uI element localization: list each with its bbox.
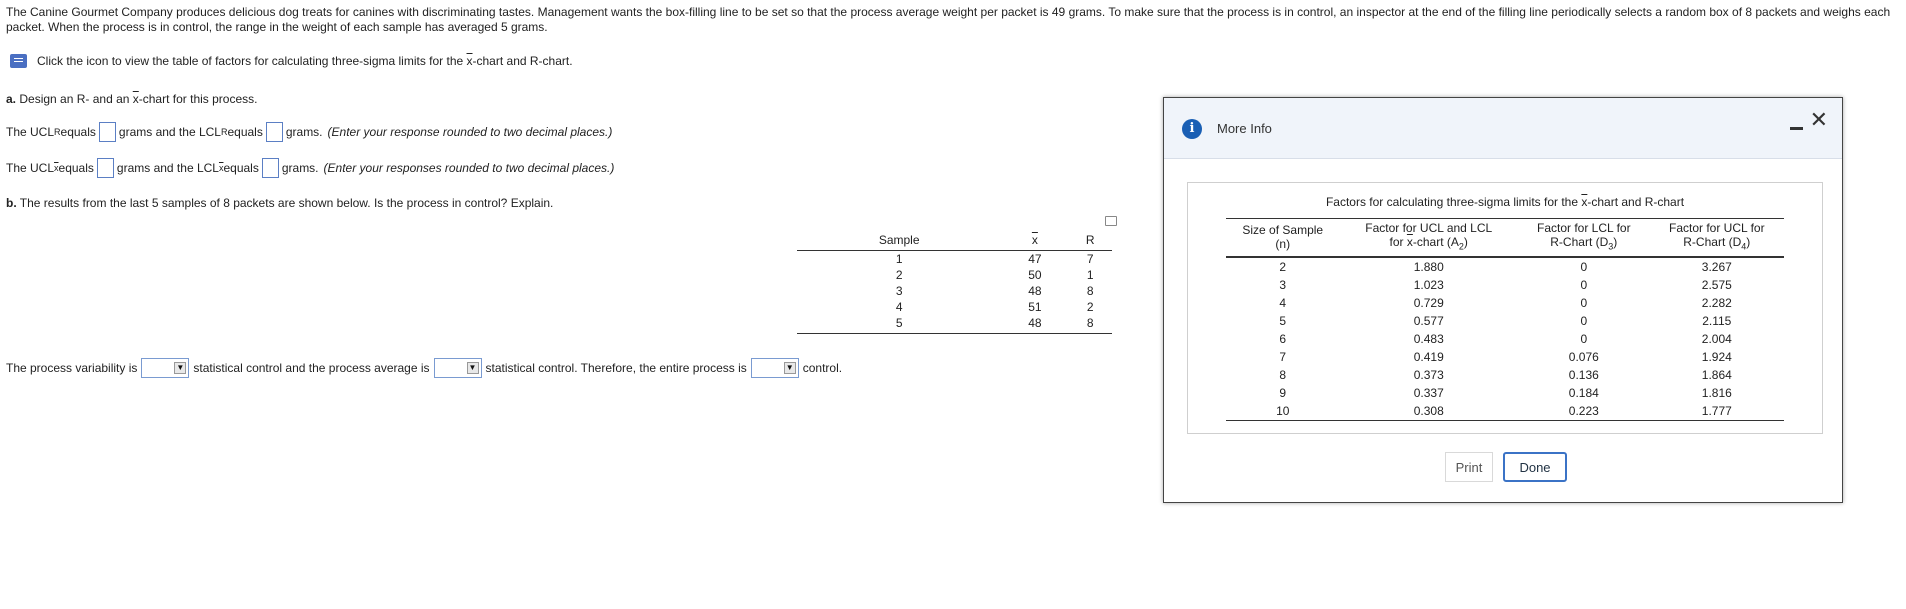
samples-table bbox=[797, 231, 1112, 334]
chevron-down-icon: ▼ bbox=[784, 362, 796, 374]
ucl-x-input[interactable] bbox=[97, 158, 114, 178]
table-row: 3 1.023 0 2.575 bbox=[1279, 278, 1732, 293]
more-info-dialog bbox=[1163, 97, 1843, 503]
factors-table bbox=[1226, 218, 1784, 421]
chevron-down-icon: ▼ bbox=[174, 362, 186, 374]
part-b-question: b. The results from the last 5 samples of 8 packets are shown below. Is the process in control? Explain. bbox=[6, 196, 554, 210]
close-icon[interactable]: ✕ bbox=[1809, 107, 1828, 132]
table-row: 10 0.308 0.223 1.777 bbox=[1226, 402, 1784, 421]
variability-dropdown[interactable] bbox=[141, 358, 189, 378]
table-row: 4 0.729 0 2.282 bbox=[1279, 296, 1732, 311]
copy-data-icon[interactable] bbox=[1105, 216, 1117, 226]
lcl-x-input[interactable] bbox=[262, 158, 279, 178]
dialog-title: More Info bbox=[1217, 121, 1272, 136]
minimize-icon[interactable] bbox=[1790, 118, 1804, 132]
table-row: 1 47 7 bbox=[895, 252, 1094, 266]
lcl-r-input[interactable] bbox=[266, 122, 283, 142]
done-button[interactable]: Done bbox=[1503, 452, 1567, 482]
table-row: 9 0.337 0.184 1.816 bbox=[1279, 386, 1732, 401]
samples-header-xbar: $\overline{x}$ bbox=[1001, 231, 1068, 251]
factors-header-n: Size of Sample (n) bbox=[1226, 219, 1339, 258]
x-chart-limits-row: The UCL $\overline{x}$ equals grams and the LCL $\overline{x}$ equals grams. (Enter your responses rounded to two decimal places.) bbox=[6, 158, 614, 178]
dialog-header bbox=[1164, 98, 1842, 159]
book-icon[interactable] bbox=[10, 54, 27, 68]
table-row: 4 51 2 bbox=[895, 300, 1094, 314]
r-chart-limits-row: The UCL R equals grams and the LCL R equals grams. (Enter your response rounded to two decimal places.) bbox=[6, 122, 612, 142]
table-row: 2 50 1 bbox=[895, 268, 1094, 282]
table-row: 5 0.577 0 2.115 bbox=[1279, 314, 1732, 329]
part-a-question: a. Design an R- and an $\overline{x}$-chart for this process. bbox=[6, 92, 258, 106]
table-row: 6 0.483 0 2.004 bbox=[1279, 332, 1732, 347]
table-row: 8 0.373 0.136 1.864 bbox=[1279, 368, 1732, 383]
average-dropdown[interactable] bbox=[434, 358, 482, 378]
chevron-down-icon: ▼ bbox=[467, 362, 479, 374]
problem-statement: The Canine Gourmet Company produces delicious dog treats for canines with discriminating tastes. Management wants the box-filling line to be set so that the process average weight per packet is 49 grams. To make sure that the process is in control, an inspector at the end of the filling line periodically selects a random box of 8 packets and weighs each packet. When the process is in control, the range in the weight of each sample has averaged 5 grams. bbox=[6, 5, 1891, 34]
factors-header-d4: Factor for UCL for R-Chart $(D_4)$ bbox=[1650, 219, 1784, 258]
factors-panel bbox=[1187, 182, 1823, 434]
entire-process-dropdown[interactable] bbox=[751, 358, 799, 378]
print-button[interactable]: Print bbox=[1445, 452, 1493, 482]
factors-header-a2: Factor for UCL and LCL for $\overline{x}$-chart $(A_2)$ bbox=[1339, 219, 1518, 258]
ucl-r-input[interactable] bbox=[99, 122, 116, 142]
factor-table-help bbox=[10, 54, 573, 68]
table-row: 3 48 8 bbox=[895, 284, 1094, 298]
samples-header-r: R bbox=[1068, 231, 1112, 251]
table-row: 7 0.419 0.076 1.924 bbox=[1279, 350, 1732, 365]
help-text: Click the icon to view the table of factors for calculating three-sigma limits for the $\overline{x}$-chart and R-chart. bbox=[37, 54, 573, 68]
factors-table-title: Factors for calculating three-sigma limits for the $\overline{x}$-chart and R-chart bbox=[1325, 195, 1685, 209]
table-row: 5 48 8 bbox=[797, 315, 1112, 334]
table-row: 2 1.880 0 3.267 bbox=[1279, 260, 1732, 275]
process-control-row: The process variability is ▼ statistical control and the process average is ▼ statistical control. Therefore, the entire process is ▼ control. bbox=[6, 358, 842, 378]
factors-header-d3: Factor for LCL for R-Chart $(D_3)$ bbox=[1518, 219, 1650, 258]
samples-header-sample: Sample bbox=[797, 231, 1001, 251]
info-icon: i bbox=[1182, 119, 1202, 139]
